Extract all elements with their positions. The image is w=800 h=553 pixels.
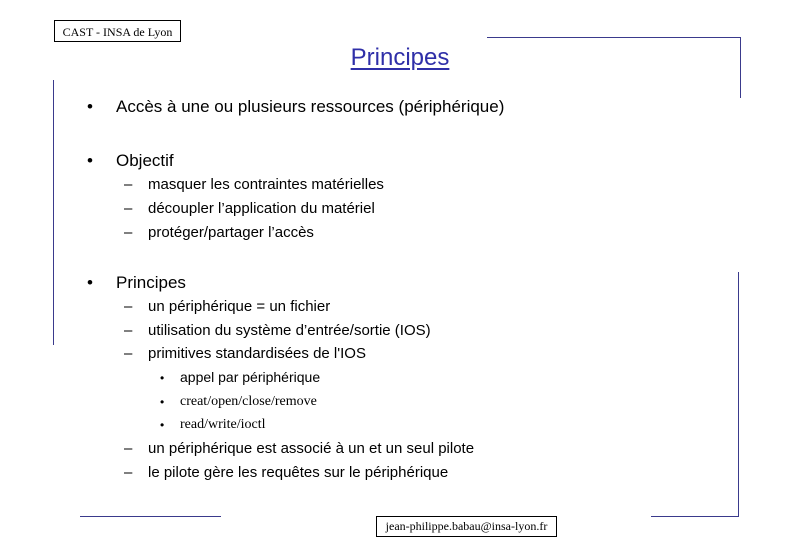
sub-item: protéger/partager l’accès	[148, 224, 314, 241]
frame-line-top-right	[487, 37, 741, 38]
subsub-item: appel par périphérique	[180, 369, 321, 385]
dash-marker: –	[124, 224, 133, 241]
frame-line-bottom-right	[651, 516, 739, 517]
bullet-marker-small: •	[160, 371, 165, 385]
bullet-marker: •	[87, 273, 93, 292]
frame-line-bottom-left	[80, 516, 221, 517]
bullet-marker: •	[87, 97, 93, 116]
sub-item: un périphérique est associé à un et un seul pilote	[148, 440, 475, 457]
bullet-item: Accès à une ou plusieurs ressources (périphérique)	[116, 97, 505, 116]
sub-item: primitives standardisées de l'IOS	[148, 345, 366, 362]
header-label: CAST - INSA de Lyon	[54, 20, 181, 42]
bullet-marker-small: •	[160, 395, 165, 409]
bullet-marker-small: •	[160, 418, 165, 432]
subsub-item: read/write/ioctl	[180, 417, 266, 432]
dash-marker: –	[124, 176, 133, 193]
sub-item: découpler l’application du matériel	[148, 200, 375, 217]
bullet-item: Objectif	[116, 151, 174, 170]
subsub-item: creat/open/close/remove	[180, 394, 317, 409]
sub-item: masquer les contraintes matérielles	[148, 176, 384, 193]
dash-marker: –	[124, 464, 133, 481]
dash-marker: –	[124, 200, 133, 217]
sub-item: le pilote gère les requêtes sur le périphérique	[148, 464, 449, 481]
bullet-item: Principes	[116, 273, 186, 292]
frame-line-left-upper	[53, 80, 54, 345]
slide-title: Principes	[350, 44, 450, 71]
sub-item: un périphérique = un fichier	[148, 298, 331, 315]
sub-item: utilisation du système d’entrée/sortie (IOS)	[148, 322, 431, 339]
dash-marker: –	[124, 440, 133, 457]
frame-line-right-lower	[738, 272, 739, 517]
footer-email: jean-philippe.babau@insa-lyon.fr	[376, 516, 557, 537]
bullet-marker: •	[87, 151, 93, 170]
dash-marker: –	[124, 298, 133, 315]
dash-marker: –	[124, 345, 133, 362]
dash-marker: –	[124, 322, 133, 339]
